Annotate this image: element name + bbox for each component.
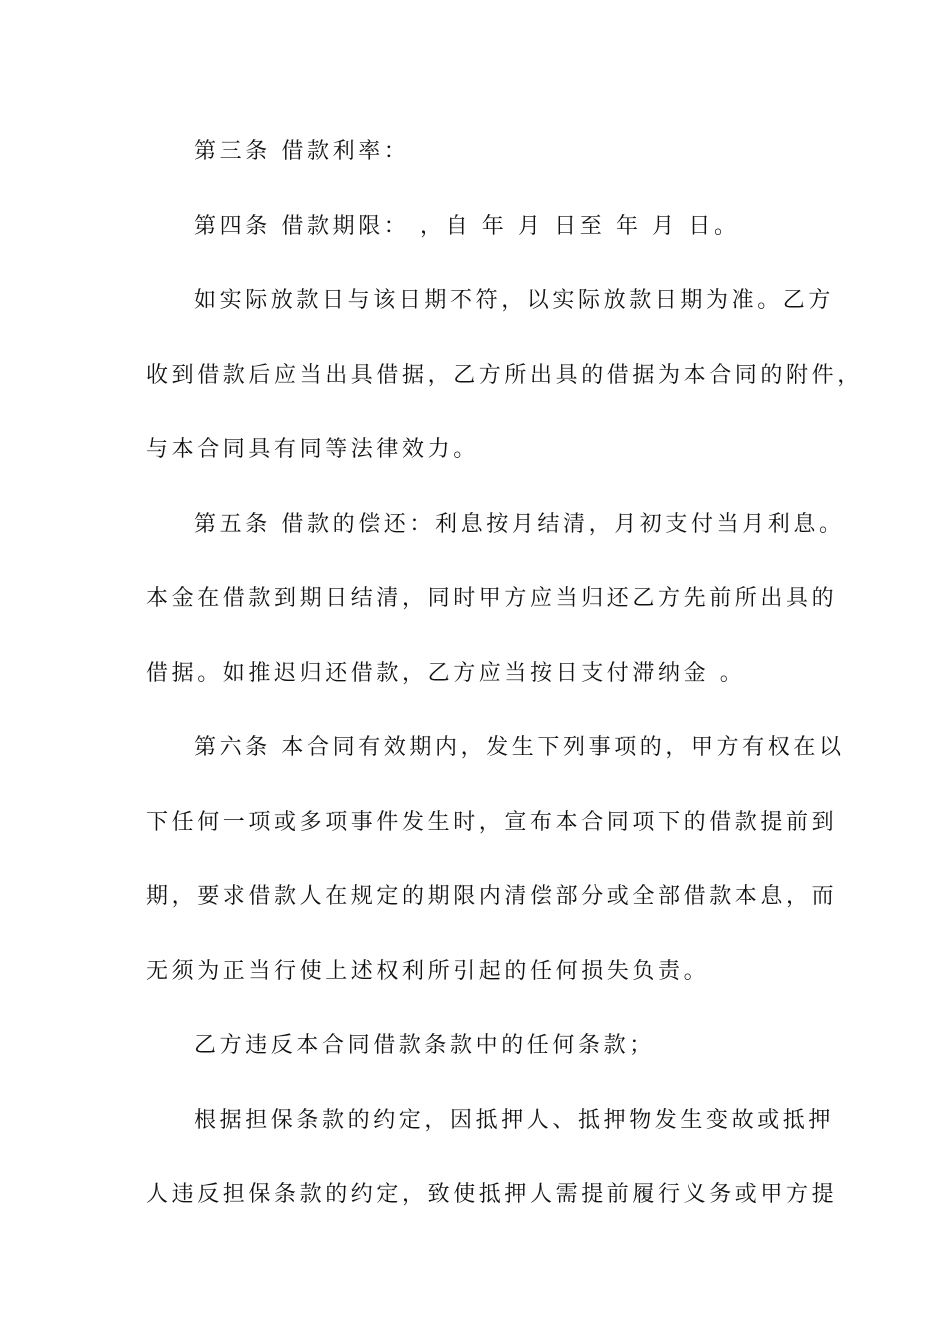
text-line-article-4: 第四条 借款期限： ，自 年 月 日至 年 月 日。 [194, 214, 740, 239]
text-line: 根据担保条款的约定，因抵押人、抵押物发生变故或抵押 [194, 1108, 835, 1133]
text-line: 无须为正当行使上述权利所引起的任何损失负责。 [146, 959, 710, 984]
text-line: 与本合同具有同等法律效力。 [146, 437, 479, 462]
text-line: 收到借款后应当出具借据，乙方所出具的借据为本合同的附件， [146, 363, 863, 388]
text-line: 乙方违反本合同借款条款中的任何条款； [194, 1033, 655, 1058]
text-line-article-3: 第三条 借款利率： [194, 139, 410, 164]
text-line: 如实际放款日与该日期不符，以实际放款日期为准。乙方 [194, 288, 835, 313]
text-line-article-5: 第五条 借款的偿还：利息按月结清，月初支付当月利息。 [194, 512, 845, 537]
text-line: 借据。如推迟归还借款，乙方应当按日支付滞纳金 。 [146, 661, 746, 686]
text-line-article-6: 第六条 本合同有效期内，发生下列事项的，甲方有权在以 [194, 735, 845, 760]
text-line: 本金在借款到期日结清，同时甲方应当归还乙方先前所出具的 [146, 586, 838, 611]
text-line: 下任何一项或多项事件发生时，宣布本合同项下的借款提前到 [146, 810, 838, 835]
text-line: 人违反担保条款的约定，致使抵押人需提前履行义务或甲方提 [146, 1182, 838, 1207]
text-line: 期，要求借款人在规定的期限内清偿部分或全部借款本息，而 [146, 884, 838, 909]
